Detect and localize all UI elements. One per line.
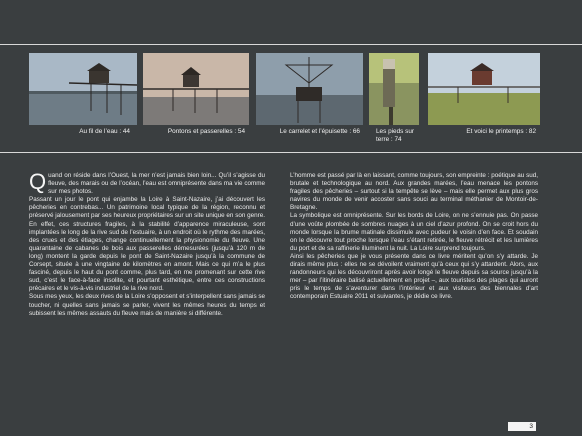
paragraph: uand on réside dans l’Ouest, la mer n’est jamais bien loin... Qu’il s’agisse du fleuve, des marais ou de l’océan, l’eau est omniprésente dans ma vie comme sur mes photos. (48, 172, 265, 196)
text-column-left (29, 169, 265, 318)
caption-line: terre : 74 (376, 136, 402, 143)
paragraph: Passant un jour le pont qui enjambe la Loire à Saint-Nazaire, j’ai découvert les pêcheries en contrebas... Un patrimoine local typique de la région, reconnu et préservé jalousement par ses heureux propriétaires sur un site unique en son genre. En effet, ces structures fragiles, à la stabilité d’apparence miraculeuse, sont implantées le long de la rive sud de l’estuaire, à un endroit où le rythme des marées, des crues et des étiages, change continuellement la physionomie du fleuve. Une quarantaine de cabanes de bois aux passerelles démesurées (jusqu’à 120 m de long) montent la garde depuis le pont de Saint-Nazaire jusqu’à la commune de Corsept, située à une vingtaine de kilomètres en amont. Mais ce qui m’a le plus fasciné, depuis le haut du pont comme, plus tard, en me promenant sur cette rive sud, c’est le face-à-face insolite, et pourtant esthétique, entre ces constructions précaires et le vis-à-vis industriel de la rive nord. (29, 196, 265, 293)
photo-carrelet-et-epuisette (256, 53, 363, 125)
photo-pontons-et-passerelles (143, 53, 249, 125)
page-number: 3 (508, 422, 536, 431)
text-column-right (290, 172, 538, 302)
caption-au-fil-de-leau: Au fil de l’eau : 44 (79, 128, 130, 135)
top-rule (0, 44, 582, 45)
photo-les-pieds-sur-terre (369, 53, 419, 125)
middle-rule (0, 152, 582, 153)
paragraph: Ainsi les pêcheries que je vous présente dans ce livre méritent qu’on s’y attarde. Je dirais même plus : elles ne se dévoilent vraiment qu’à ceux qui s’y attardent. Alors, aux randonneurs qui les découvriront après avoir longé le fleuve depuis sa source jusqu’à la mer – par l’itinéraire balisé actuellement en projet –, aux touristes des plages qui auront pris le temps de s’aventurer dans l’intérieur et aux visiteurs des biennales d’art contemporain Estuaire 2011 et suivantes, je dédie ce livre. (290, 252, 538, 301)
drop-cap: Q (29, 169, 47, 194)
caption-carrelet-et-epuisette: Le carrelet et l’épuisette : 66 (279, 128, 360, 135)
paragraph: L’homme est passé par là en laissant, comme toujours, son empreinte : poétique au sud, brutale et technologique au nord. Aux grandes marées, l’eau menace les pontons fragiles des pêcheries – surtout si la tempête se lève – mais elle permet aux plus gros navires du monde de venir accoster sans souci au terminal méthanier de Montoir-de-Bretagne. (290, 172, 538, 212)
photo-au-fil-de-leau (29, 53, 137, 125)
paragraph: Sous mes yeux, les deux rives de la Loire s’opposent et s’interpellent sans jamais se toucher, ni quelles sans jamais se parler, vivent les mêmes heures du temps et subissent les mêmes assauts du fleuve mais de manière si différente. (29, 293, 265, 317)
caption-les-pieds-sur-terre (376, 128, 414, 144)
photo-et-voici-le-printemps (428, 53, 540, 125)
caption-et-voici-le-printemps: Et voici le printemps : 82 (466, 128, 536, 135)
paragraph: La symbolique est omniprésente. Sur les bords de Loire, on ne s’ennuie pas. On passe d’une voûte plombée de sombres nuages à un ciel d’azur profond. On se croit hors du monde lorsque la brume matinale dissimule avec pudeur le voisin d’en face. Et soudain on le découvre tout proche lorsque l’eau s’étant retirée, le fleuve rétrécit et les lumières du port et de sa raffinerie illuminent la nuit. La Loire surprend toujours. (290, 212, 538, 252)
caption-line: Les pieds sur (376, 128, 415, 135)
caption-pontons-et-passerelles: Pontons et passerelles : 54 (167, 128, 245, 135)
